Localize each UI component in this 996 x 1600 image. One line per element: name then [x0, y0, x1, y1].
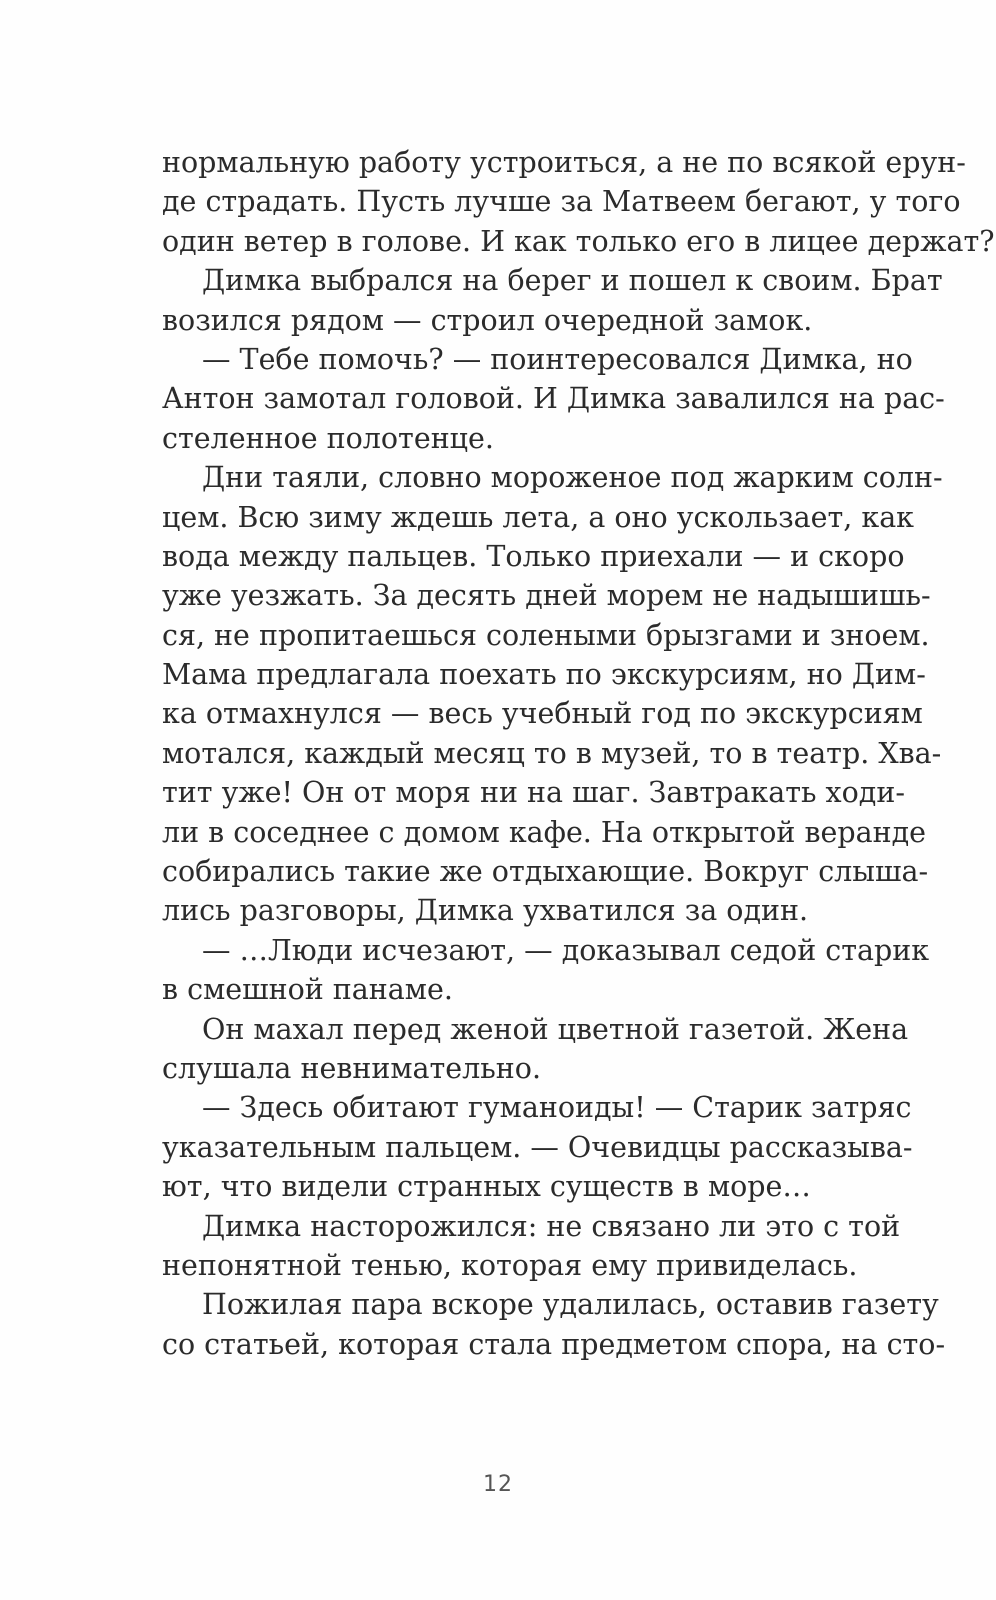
- text-line: Мама предлагала поехать по экскурсиям, но Дим-: [162, 658, 926, 692]
- text-line: возился рядом — строил очередной замок.: [162, 303, 813, 337]
- text-line: Димка выбрался на берег и пошел к своим. Брат: [202, 264, 943, 298]
- text-line: собирались такие же отдыхающие. Вокруг слыша-: [162, 855, 929, 889]
- text-line: ка отмахнулся — весь учебный год по экскурсиям: [162, 697, 923, 731]
- text-line: де страдать. Пусть лучше за Матвеем бегают, у того: [162, 185, 961, 219]
- text-line: со статьей, которая стала предметом спора, на сто-: [162, 1327, 946, 1361]
- text-line: уже уезжать. За десять дней морем не надышишь-: [162, 579, 931, 613]
- text-line: указательным пальцем. — Очевидцы рассказыва-: [162, 1130, 913, 1164]
- text-line: вода между пальцев. Только приехали — и скоро: [162, 539, 905, 573]
- text-line: Он махал перед женой цветной газетой. Жена: [202, 1012, 909, 1046]
- text-line: в смешной панаме.: [162, 973, 453, 1007]
- text-line: Димка насторожился: не связано ли это с той: [202, 1209, 901, 1243]
- text-line: ют, что видели странных существ в море…: [162, 1170, 811, 1204]
- text-line: Пожилая пара вскоре удалилась, оставив газету: [202, 1288, 939, 1322]
- text-line: цем. Всю зиму ждешь лета, а оно ускользает, как: [162, 500, 914, 534]
- text-line: стеленное полотенце.: [162, 421, 494, 455]
- text-line: — Тебе помочь? — поинтересовался Димка, но: [202, 342, 913, 376]
- text-line: лись разговоры, Димка ухватился за один.: [162, 894, 809, 928]
- text-line: — Здесь обитают гуманоиды! — Старик затряс: [202, 1091, 912, 1125]
- text-line: нормальную работу устроиться, а не по всякой ерун-: [162, 146, 966, 179]
- text-line: ли в соседнее с домом кафе. На открытой веранде: [162, 815, 927, 849]
- text-line: мотался, каждый месяц то в музей, то в театр. Хва-: [162, 736, 942, 770]
- text-line: Антон замотал головой. И Димка завалился на рас-: [162, 382, 945, 416]
- page-number: 12: [483, 1472, 513, 1497]
- body-text: [162, 143, 995, 1364]
- text-line: один ветер в голове. И как только его в лицее держат?: [162, 224, 995, 258]
- text-line: ся, не пропитаешься солеными брызгами и зноем.: [162, 618, 930, 652]
- text-line: слушала невнимательно.: [162, 1051, 542, 1085]
- text-line: Дни таяли, словно мороженое под жарким солн-: [202, 461, 943, 495]
- text-line: тит уже! Он от моря ни на шаг. Завтракать ходи-: [162, 776, 905, 810]
- text-line: непонятной тенью, которая ему привиделась.: [162, 1248, 858, 1282]
- text-line: — …Люди исчезают, — доказывал седой старик: [202, 933, 930, 967]
